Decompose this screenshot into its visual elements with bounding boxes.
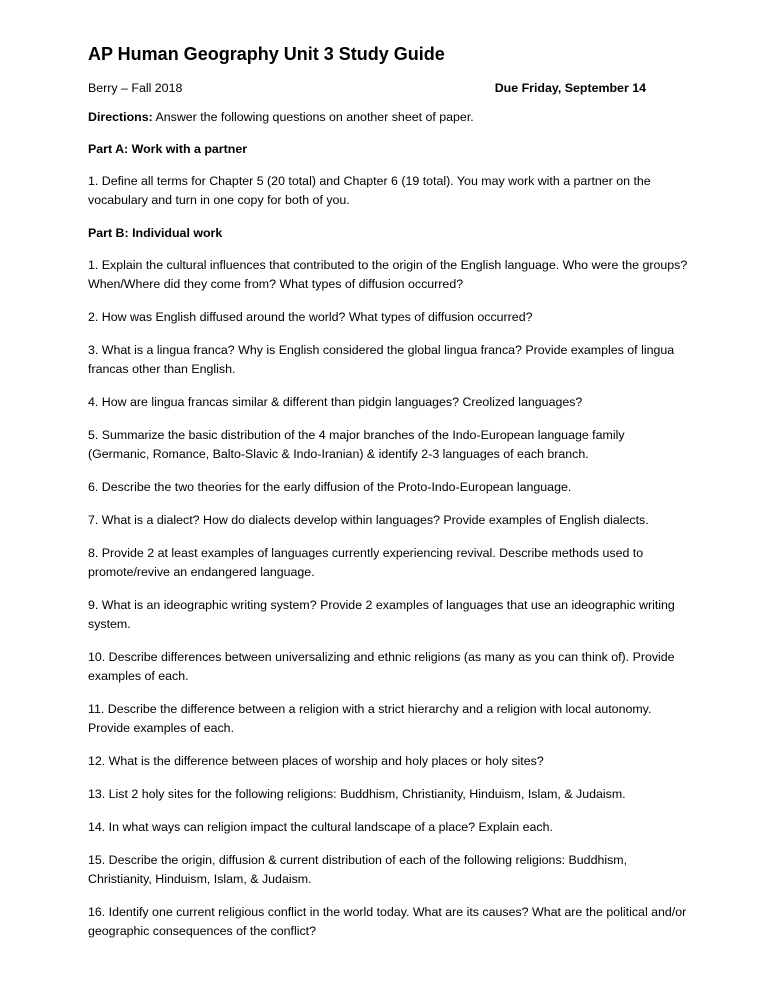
part-b-question: 14. In what ways can religion impact the cultural landscape of a place? Explain each.: [88, 820, 553, 834]
part-b-question: 13. List 2 holy sites for the following religions: Buddhism, Christianity, Hinduism, Islam, & Judaism.: [88, 787, 626, 801]
due-date: Due Friday, September 14: [494, 81, 646, 95]
part-b-question: 16. Identify one current religious conflict in the world today. What are its causes? What are the political and/or geographic consequences of the conflict?: [88, 905, 687, 938]
part-b-heading: Part B: Individual work: [88, 226, 223, 240]
part-b-question: 2. How was English diffused around the world? What types of diffusion occurred?: [88, 310, 533, 324]
part-b-question: 10. Describe differences between universalizing and ethnic religions (as many as you can think of). Provide examples of each.: [88, 650, 675, 683]
part-b-question: 7. What is a dialect? How do dialects develop within languages? Provide examples of English dialects.: [88, 513, 649, 527]
directions-text: Answer the following questions on another sheet of paper.: [152, 110, 474, 124]
part-b-question: 1. Explain the cultural influences that contributed to the origin of the English language. Who were the groups? When/Where did they come from? What types of diffusion occurred?: [88, 258, 688, 291]
document-title: AP Human Geography Unit 3 Study Guide: [88, 44, 445, 64]
part-b-question: 11. Describe the difference between a religion with a strict hierarchy and a religion with local autonomy. Provide examples of each.: [88, 702, 652, 735]
part-b-question: 8. Provide 2 at least examples of languages currently experiencing revival. Describe methods used to promote/revive an endangered language.: [88, 546, 644, 579]
part-b-question: 3. What is a lingua franca? Why is English considered the global lingua franca? Provide examples of lingua francas other than English.: [88, 343, 675, 376]
part-b-question: 12. What is the difference between places of worship and holy places or holy sites?: [88, 754, 544, 768]
part-b-question: 6. Describe the two theories for the early diffusion of the Proto-Indo-European language.: [88, 480, 572, 494]
part-b-question: 15. Describe the origin, diffusion & current distribution of each of the following religions: Buddhism, Christianity, Hinduism, Islam, & Judaism.: [88, 853, 628, 886]
part-b-question: 9. What is an ideographic writing system? Provide 2 examples of languages that use an ideographic writing system.: [88, 598, 675, 631]
directions: [88, 108, 688, 127]
part-b-question: 4. How are lingua francas similar & different than pidgin languages? Creolized languages?: [88, 395, 583, 409]
part-b-question: 5. Summarize the basic distribution of the 4 major branches of the Indo-European language family (Germanic, Romance, Balto-Slavic & Indo-Iranian) & identify 2-3 languages of each branch.: [88, 428, 625, 461]
part-a-question: 1. Define all terms for Chapter 5 (20 total) and Chapter 6 (19 total). You may work with a partner on the vocabulary and turn in one copy for both of you.: [88, 174, 651, 207]
document-body: [88, 108, 688, 955]
part-a-heading: Part A: Work with a partner: [88, 142, 248, 156]
directions-label: Directions:: [88, 110, 153, 124]
author-term: Berry – Fall 2018: [88, 81, 183, 95]
